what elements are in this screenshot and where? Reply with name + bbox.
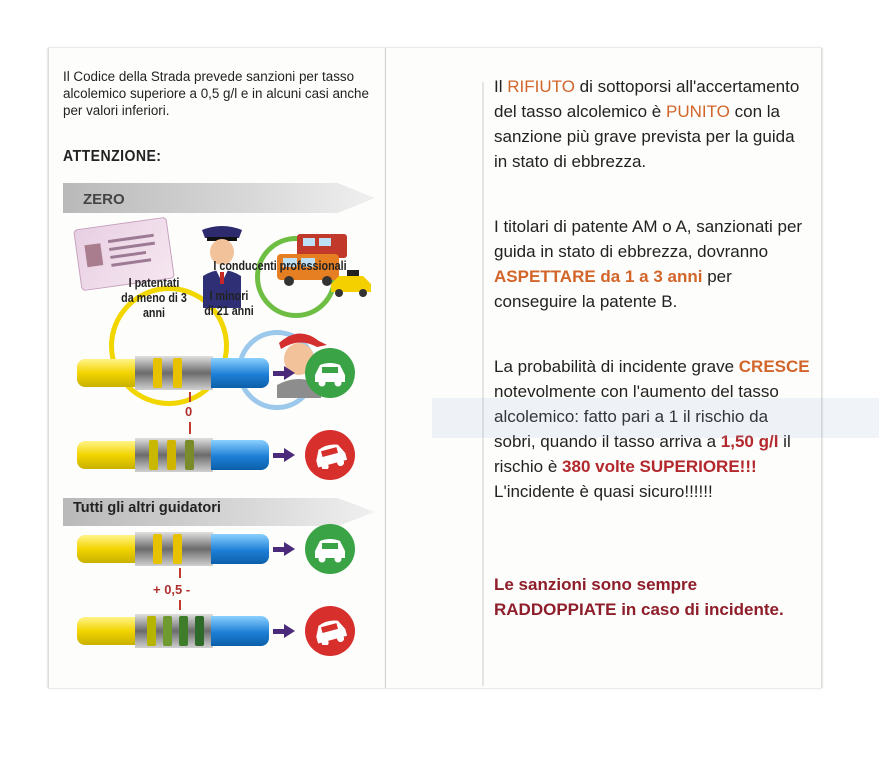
threshold-zero-label: 0	[185, 404, 193, 419]
crash-icon	[305, 606, 355, 656]
minors-label: I minori di 21 anni	[204, 289, 254, 318]
accident-risk-paragraph: La probabilità di incidente grave CRESCE notevolmente con l'aumento del tasso alcolemico: fatto pari a 1 il rischio da sobri, quando il tasso arriva a 1,50 g/l il rischio è 380 volte SUPERIORE!!! L'incidente è quasi sicuro!!!!!!	[494, 357, 810, 501]
breathalyzer-tube-1	[77, 356, 269, 390]
attention-heading: ATTENZIONE:	[63, 148, 162, 165]
threshold-half-label: + 0,5 -	[153, 582, 191, 597]
scale-tick	[179, 600, 181, 610]
car-icon	[305, 348, 355, 398]
breathalyzer-tube-3	[77, 532, 269, 566]
others-label: Tutti gli altri guidatori	[73, 500, 221, 516]
arrow-icon	[273, 624, 295, 638]
scale-tick	[189, 392, 191, 402]
refusal-paragraph: Il RIFIUTO di sottoporsi all'accertamento del tasso alcolemico è PUNITO con la sanzione più grave prevista per la guida in stato di ebbrezza.	[494, 77, 800, 171]
right-page	[386, 48, 822, 688]
breathalyzer-tube-2	[77, 438, 269, 472]
scale-tick	[189, 422, 191, 434]
doubled-sanctions-paragraph: Le sanzioni sono sempre RADDOPPIATE in caso di incidente.	[494, 575, 784, 619]
watermark-bar	[432, 398, 879, 438]
left-page	[48, 48, 386, 688]
car-icon	[305, 524, 355, 574]
intro-text: Il Codice della Strada prevede sanzioni per tasso alcolemico superiore a 0,5 g/l e in alcuni casi anche per valori inferiori.	[63, 69, 369, 118]
arrow-icon	[273, 366, 295, 380]
professional-drivers-label: I conducenti professionali	[213, 259, 347, 273]
zero-label: ZERO	[83, 191, 125, 208]
scale-tick	[179, 568, 181, 578]
license-holders-label: I patentati da meno di 3 anni	[121, 276, 187, 320]
crash-icon	[305, 430, 355, 480]
breathalyzer-tube-4	[77, 614, 269, 648]
page-edge-mark	[482, 82, 484, 686]
license-wait-paragraph: I titolari di patente AM o A, sanzionati per guida in stato di ebbrezza, dovranno ASPETTARE da 1 a 3 anni per conseguire la patente B.	[494, 217, 803, 311]
arrow-icon	[273, 448, 295, 462]
arrow-icon	[273, 542, 295, 556]
